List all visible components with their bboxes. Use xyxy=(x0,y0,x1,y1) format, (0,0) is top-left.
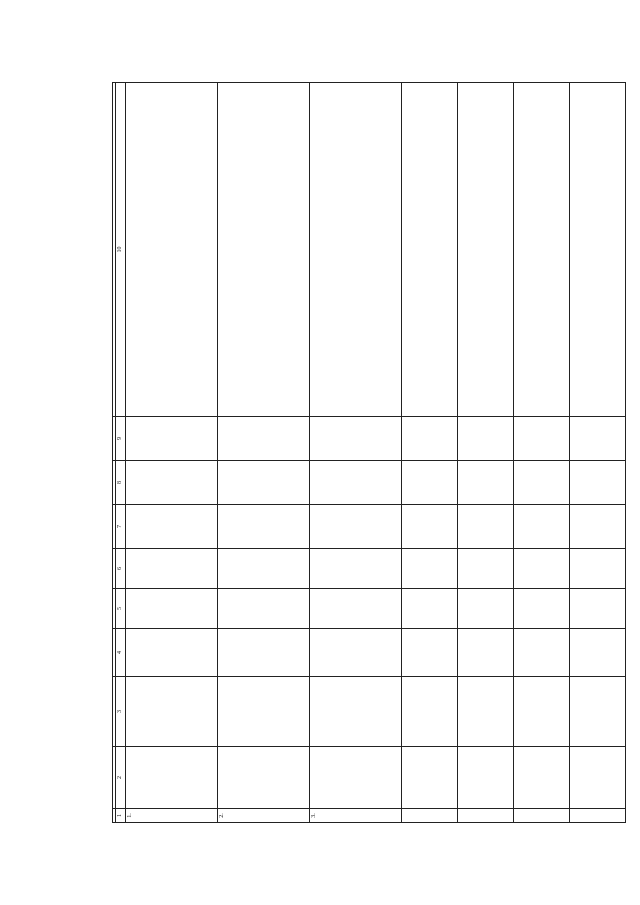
document-sheet xyxy=(60,73,580,833)
cell-muni xyxy=(570,746,626,808)
cell-pop xyxy=(402,504,458,548)
cell-muni xyxy=(458,746,514,808)
cell-muni xyxy=(218,746,310,808)
cell-size xyxy=(218,628,310,676)
cell-note xyxy=(218,82,310,416)
header-number: 2 xyxy=(116,746,126,808)
cell-growth xyxy=(458,588,514,628)
table-row xyxy=(514,82,570,822)
cell-note xyxy=(310,82,402,416)
cell-size xyxy=(458,628,514,676)
cell-note xyxy=(402,82,458,416)
cell-service xyxy=(514,676,570,746)
cell-no: 2. xyxy=(218,808,310,822)
cell-size xyxy=(514,628,570,676)
cell-share-a xyxy=(218,460,310,504)
header-number: 8 xyxy=(116,460,126,504)
table-row xyxy=(402,82,458,822)
header-number: 4 xyxy=(116,628,126,676)
cell-rate xyxy=(126,548,218,588)
cell-size xyxy=(310,628,402,676)
cell-share-a xyxy=(570,460,626,504)
cell-no: 1. xyxy=(126,808,218,822)
cell-growth xyxy=(126,588,218,628)
cell-pop xyxy=(458,504,514,548)
cell-share-a xyxy=(310,460,402,504)
cell-rate xyxy=(218,548,310,588)
cell-pop xyxy=(126,504,218,548)
cell-growth xyxy=(570,588,626,628)
cell-share-b xyxy=(570,416,626,460)
cell-muni xyxy=(514,746,570,808)
cell-no xyxy=(402,808,458,822)
table-row xyxy=(310,82,402,822)
header-number: 5 xyxy=(116,588,126,628)
cell-share-b xyxy=(126,416,218,460)
cell-note xyxy=(126,82,218,416)
cell-note xyxy=(514,82,570,416)
cell-pop xyxy=(514,504,570,548)
header-number-row xyxy=(116,82,126,822)
cell-no: 3. xyxy=(310,808,402,822)
cell-service xyxy=(126,676,218,746)
cell-pop xyxy=(570,504,626,548)
header-number: 1 xyxy=(116,808,126,822)
cell-rate xyxy=(310,548,402,588)
cell-rate xyxy=(514,548,570,588)
cell-share-a xyxy=(458,460,514,504)
header-number: 10 xyxy=(116,82,126,416)
table-body xyxy=(126,82,626,822)
cell-share-b xyxy=(514,416,570,460)
cell-growth xyxy=(218,588,310,628)
cell-muni xyxy=(310,746,402,808)
cell-growth xyxy=(402,588,458,628)
cell-muni xyxy=(402,746,458,808)
cell-no xyxy=(458,808,514,822)
cell-growth xyxy=(310,588,402,628)
cell-size xyxy=(126,628,218,676)
cell-service xyxy=(458,676,514,746)
cell-pop xyxy=(310,504,402,548)
cell-no xyxy=(570,808,626,822)
cell-share-b xyxy=(218,416,310,460)
cell-share-a xyxy=(402,460,458,504)
table-row xyxy=(218,82,310,822)
cell-muni xyxy=(126,746,218,808)
cell-service xyxy=(218,676,310,746)
cell-note xyxy=(458,82,514,416)
header-number: 3 xyxy=(116,676,126,746)
cell-share-b xyxy=(458,416,514,460)
cell-pop xyxy=(218,504,310,548)
cell-share-b xyxy=(402,416,458,460)
cell-share-a xyxy=(126,460,218,504)
cell-growth xyxy=(514,588,570,628)
cell-service xyxy=(402,676,458,746)
cell-rate xyxy=(458,548,514,588)
cell-service xyxy=(310,676,402,746)
table-row xyxy=(126,82,218,822)
cell-size xyxy=(402,628,458,676)
cell-share-a xyxy=(514,460,570,504)
cell-size xyxy=(570,628,626,676)
header-number: 7 xyxy=(116,504,126,548)
header-number: 9 xyxy=(116,416,126,460)
header-number: 6 xyxy=(116,548,126,588)
cell-share-b xyxy=(310,416,402,460)
cell-note xyxy=(570,82,626,416)
cell-service xyxy=(570,676,626,746)
cell-rate xyxy=(402,548,458,588)
table-row xyxy=(458,82,514,822)
cell-rate xyxy=(570,548,626,588)
cell-no xyxy=(514,808,570,822)
tariff-table xyxy=(112,82,626,823)
table-row xyxy=(570,82,626,822)
